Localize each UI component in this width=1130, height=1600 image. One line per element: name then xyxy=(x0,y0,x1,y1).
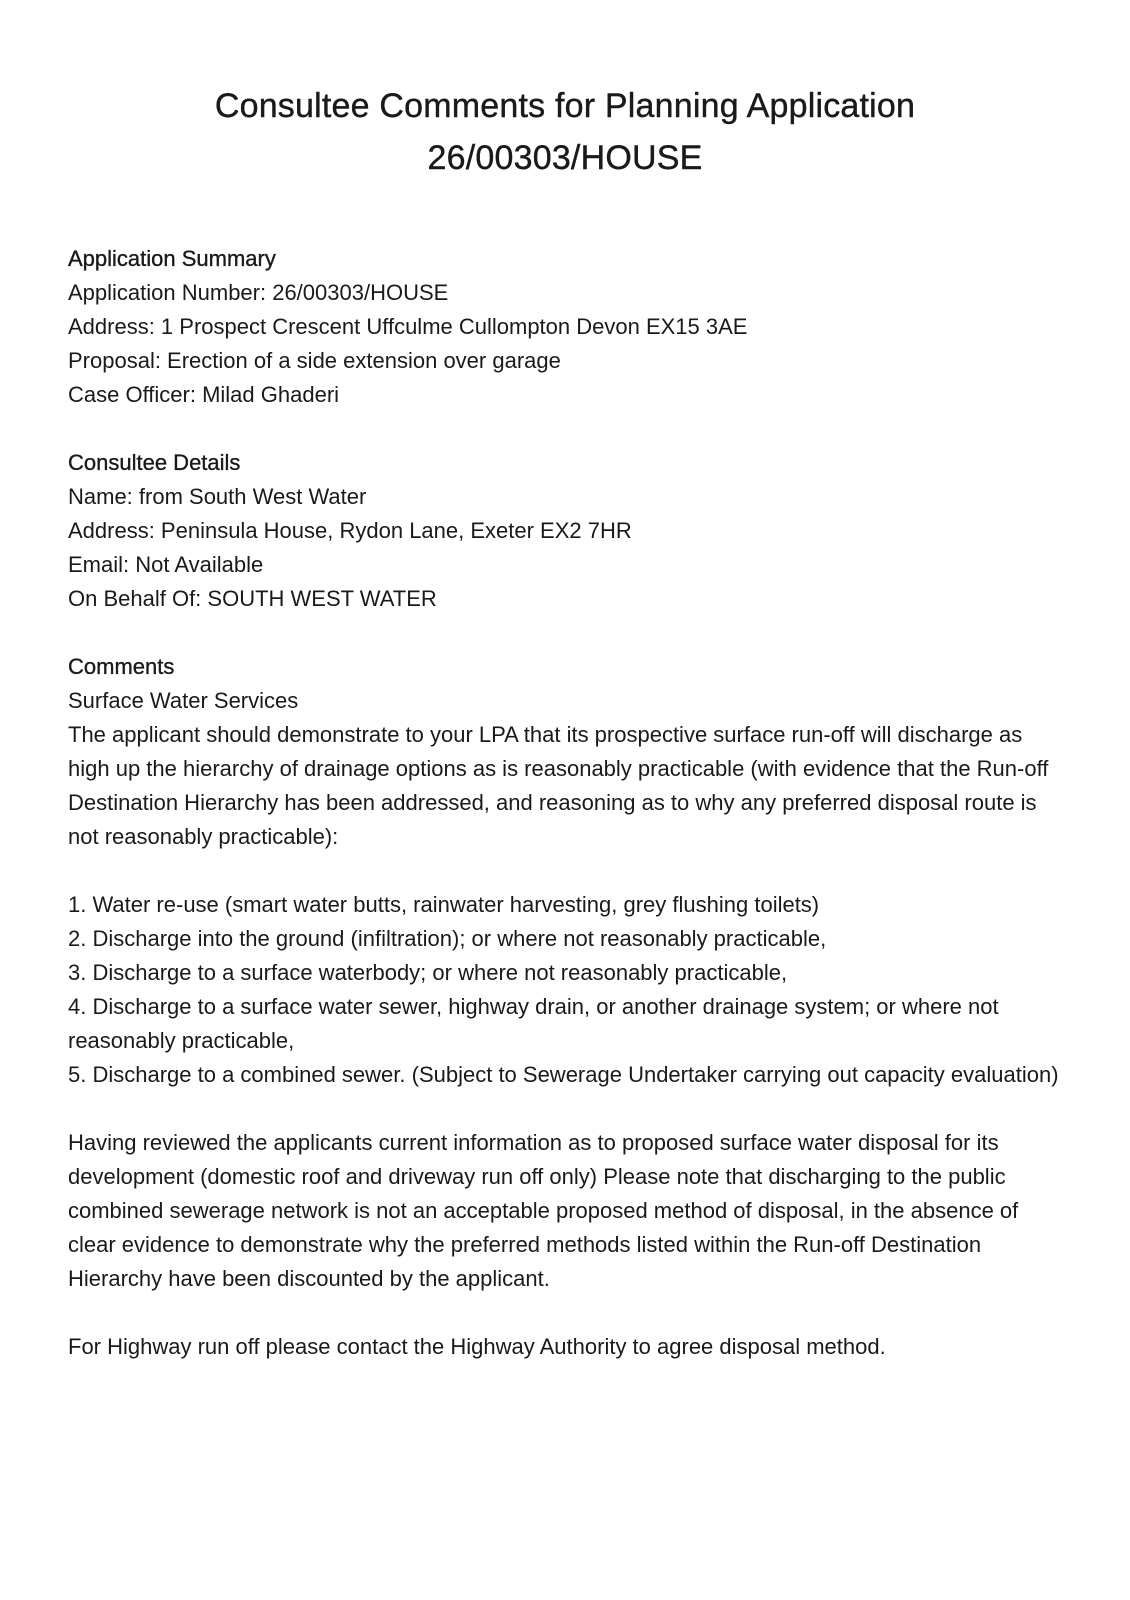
list-item: 1. Water re-use (smart water butts, rainwater harvesting, grey flushing toilets) xyxy=(68,892,820,917)
page-title xyxy=(68,0,1062,184)
comments-intro-paragraph: The applicant should demonstrate to your LPA that its prospective surface run-off will discharge as high up the hierarchy of drainage options as is reasonably practicable (with evidence that the Run-off Destination Hierarchy has been addressed, and reasoning as to why any preferred disposal route is not reasonably practicable): xyxy=(68,722,1049,849)
consultee-email: Email: Not Available xyxy=(68,552,264,577)
review-paragraph: Having reviewed the applicants current information as to proposed surface water disposal for its development (domestic roof and driveway run off only) Please note that discharging to the public combined sewerage network is not an acceptable proposed method of disposal, in the absence of clear evidence to demonstrate why the preferred methods listed within the Run-off Destination Hierarchy have been discounted by the applicant. xyxy=(68,1130,1019,1291)
drainage-hierarchy-list xyxy=(68,888,1062,1092)
consultee-details-section xyxy=(68,446,1062,616)
spacer xyxy=(68,1296,1062,1330)
spacer xyxy=(68,854,1062,888)
consultee-address: Address: Peninsula House, Rydon Lane, Exeter EX2 7HR xyxy=(68,518,632,543)
list-item: 5. Discharge to a combined sewer. (Subject to Sewerage Undertaker carrying out capacity evaluation) xyxy=(68,1062,1059,1087)
application-summary-section xyxy=(68,242,1062,412)
application-proposal: Proposal: Erection of a side extension over garage xyxy=(68,348,561,373)
title-line-2: 26/00303/HOUSE xyxy=(427,139,703,177)
consultee-on-behalf-of: On Behalf Of: SOUTH WEST WATER xyxy=(68,586,437,611)
title-line-1: Consultee Comments for Planning Application xyxy=(214,87,916,125)
comments-section xyxy=(68,650,1062,1364)
spacer xyxy=(68,412,1062,446)
application-address: Address: 1 Prospect Crescent Uffculme Cullompton Devon EX15 3AE xyxy=(68,314,748,339)
spacer xyxy=(68,616,1062,650)
list-item: 3. Discharge to a surface waterbody; or where not reasonably practicable, xyxy=(68,960,788,985)
comments-heading: Comments xyxy=(68,654,175,679)
spacer xyxy=(68,1092,1062,1126)
consultee-details-heading: Consultee Details xyxy=(68,450,241,475)
consultee-name: Name: from South West Water xyxy=(68,484,367,509)
application-summary-heading: Application Summary xyxy=(68,246,276,271)
list-item: 2. Discharge into the ground (infiltration); or where not reasonably practicable, xyxy=(68,926,827,951)
highway-note: For Highway run off please contact the Highway Authority to agree disposal method. xyxy=(68,1334,886,1359)
application-number: Application Number: 26/00303/HOUSE xyxy=(68,280,449,305)
comments-subheading: Surface Water Services xyxy=(68,688,299,713)
list-item: 4. Discharge to a surface water sewer, highway drain, or another drainage system; or where not reasonably practicable, xyxy=(68,994,999,1053)
case-officer: Case Officer: Milad Ghaderi xyxy=(68,382,340,407)
